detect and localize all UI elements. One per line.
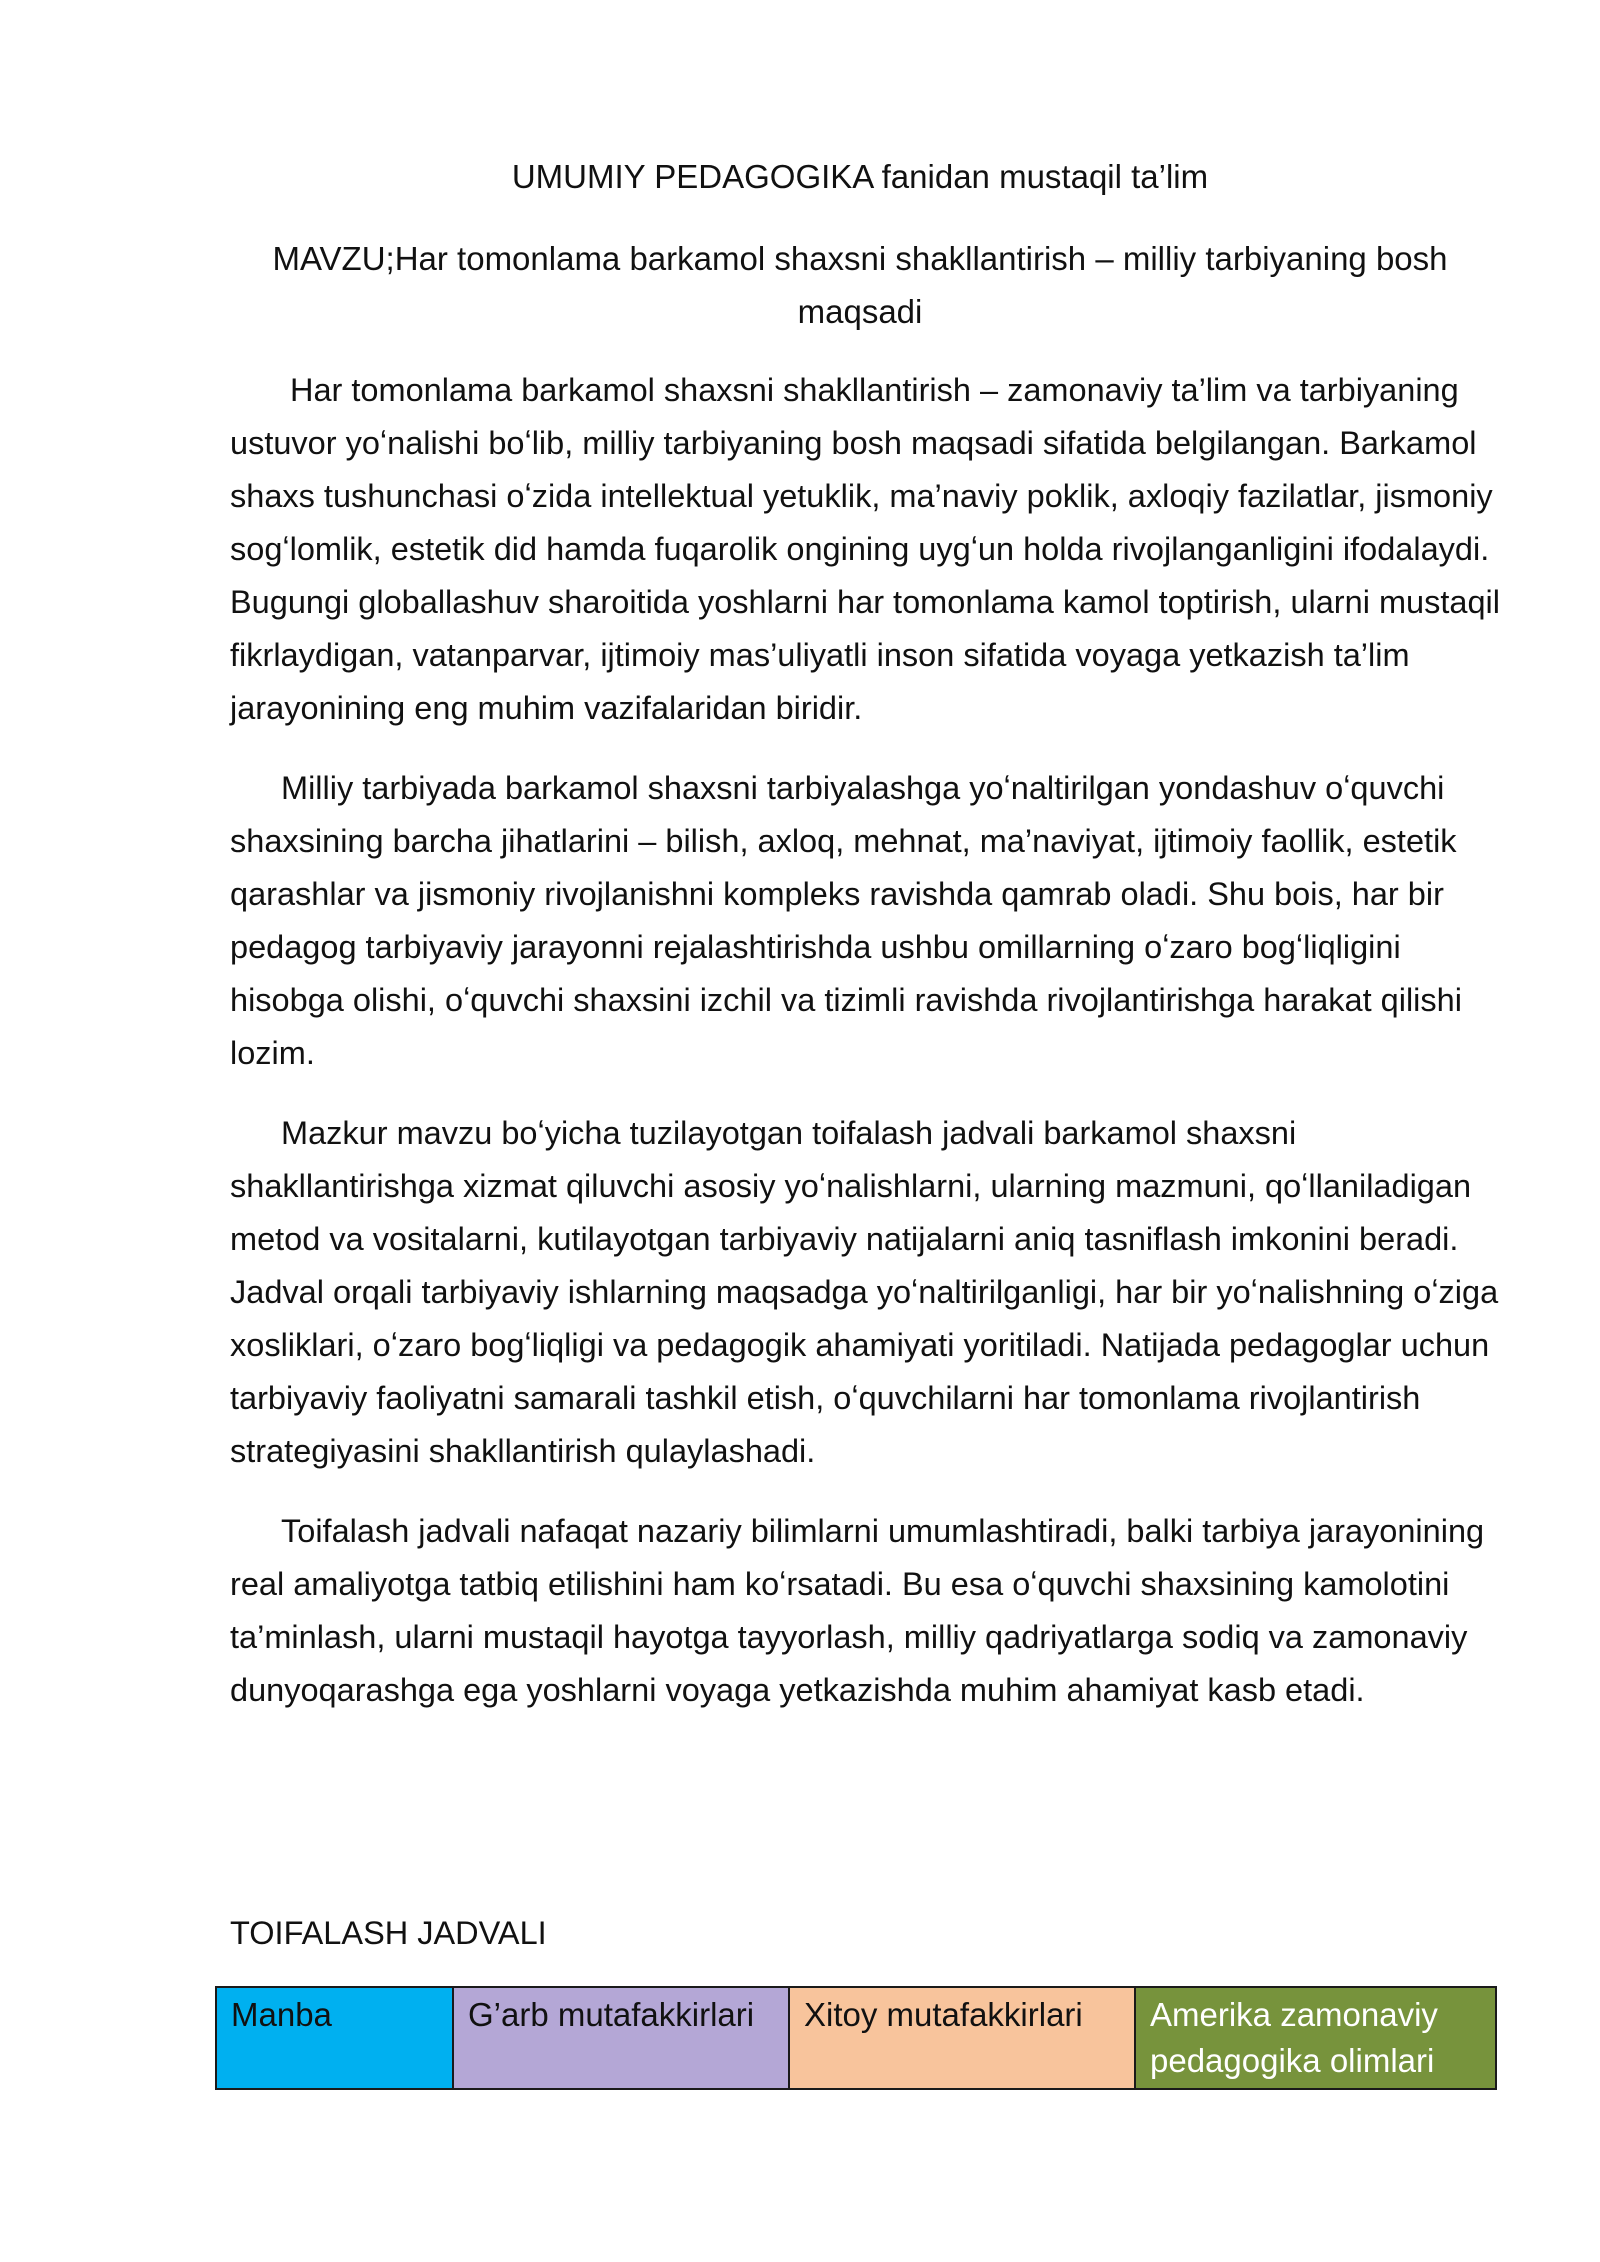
header-cell-chinese-thinkers: Xitoy mutafakkirlari (789, 1987, 1135, 2089)
header-cell-american-scholars: Amerika zamonaviy pedagogika olimlari (1135, 1987, 1496, 2089)
classification-table (215, 1986, 1497, 2090)
paragraph: Mazkur mavzu boʻyicha tuzilayotgan toifalash jadvali barkamol shaxsni shakllantirishga xizmat qiluvchi asosiy yoʻnalishlarni, ularning mazmuni, qoʻllaniladigan metod va vositalarni, kutilayotgan tarbiyaviy natijalarni aniq tasniflash imkonini beradi. Jadval orqali tarbiyaviy ishlarning maqsadga yoʻnaltirilganligi, har bir yoʻnalishning oʻziga xosliklari, oʻzaro bogʻliqligi va pedagogik ahamiyati yoritiladi. Natijada pedagoglar uchun tarbiyaviy faoliyatni samarali tashkil etish, oʻquvchilarni har tomonlama rivojlantirish strategiyasini shakllantirish qulaylashadi. (230, 1115, 1499, 1469)
document-body (230, 364, 1500, 1744)
table-header-row (216, 1987, 1496, 2089)
table-heading: TOIFALASH JADVALI (230, 1915, 547, 1951)
header-cell-western-thinkers: G’arb mutafakkirlari (453, 1987, 789, 2089)
header-cell-source: Manba (216, 1987, 453, 2089)
paragraph: Har tomonlama barkamol shaxsni shakllantirish – zamonaviy ta’lim va tarbiyaning ustuvor yoʻnalishi boʻlib, milliy tarbiyaning bosh maqsadi sifatida belgilangan. Barkamol shaxs tushunchasi oʻzida intellektual yetuklik, ma’naviy poklik, axloqiy fazilatlar, jismoniy sogʻlomlik, estetik did hamda fuqarolik ongining uygʻun holda rivojlanganligini ifodalaydi. Bugungi globallashuv sharoitida yoshlarni har tomonlama kamol toptirish, ularni mustaqil fikrlaydigan, vatanparvar, ijtimoiy mas’uliyatli inson sifatida voyaga yetkazish ta’lim jarayonining eng muhim vazifalaridan biridir. (230, 372, 1500, 726)
document-topic: MAVZU;Har tomonlama barkamol shaxsni shakllantirish – milliy tarbiyaning bosh maqsadi (272, 240, 1448, 330)
document-title: UMUMIY PEDAGOGIKA fanidan mustaqil ta’lim (511, 158, 1209, 195)
paragraph: Milliy tarbiyada barkamol shaxsni tarbiyalashga yoʻnaltirilgan yondashuv oʻquvchi shaxsining barcha jihatlarini – bilish, axloq, mehnat, ma’naviyat, ijtimoiy faollik, estetik qarashlar va jismoniy rivojlanishni kompleks ravishda qamrab oladi. Shu bois, har bir pedagog tarbiyaviy jarayonni rejalashtirishda ushbu omillarning oʻzaro bogʻliqligini hisobga olishi, oʻquvchi shaxsini izchil va tizimli ravishda rivojlantirishga harakat qilishi lozim. (230, 770, 1462, 1071)
paragraph: Toifalash jadvali nafaqat nazariy bilimlarni umumlashtiradi, balki tarbiya jarayonining real amaliyotga tatbiq etilishini ham koʻrsatadi. Bu esa oʻquvchi shaxsining kamolotini ta’minlash, ularni mustaqil hayotga tayyorlash, milliy qadriyatlarga sodiq va zamonaviy dunyoqarashga ega yoshlarni voyaga yetkazishda muhim ahamiyat kasb etadi. (230, 1513, 1485, 1708)
